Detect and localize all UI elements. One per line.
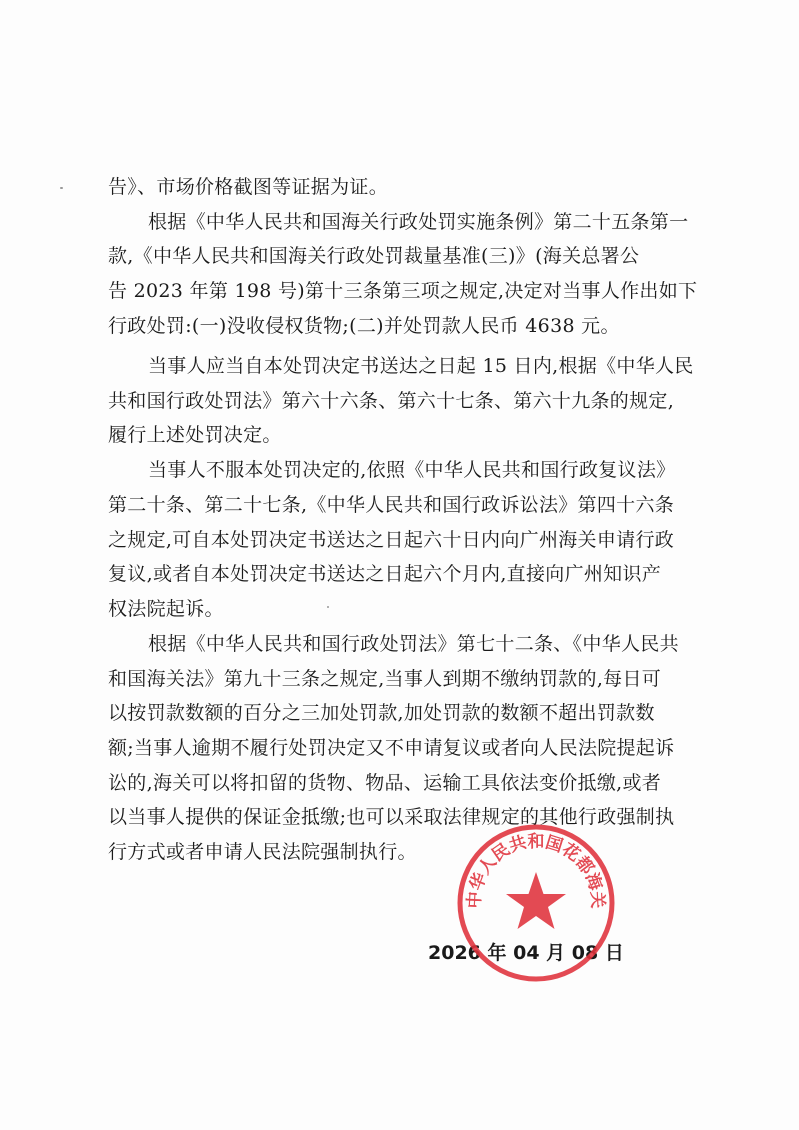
paragraph-line: 之规定,可自本处罚决定书送达之日起六十日内向广州海关申请行政 <box>108 529 675 551</box>
seal-star-icon <box>506 872 566 929</box>
paragraph-line: 以按罚款数额的百分之三加处罚款,加处罚款的数额不超出罚款数 <box>108 702 655 724</box>
paragraph-line: 根据《中华人民共和国行政处罚法》第七十二条、《中华人民共 <box>148 633 679 655</box>
paragraph-line: 告 2023 年第 198 号)第十三条第三项之规定,决定对当事人作出如下 <box>108 280 698 302</box>
paragraph-line: 行方式或者申请人民法院强制执行。 <box>108 841 417 863</box>
scan-speck <box>327 606 329 608</box>
paragraph-line: 第二十条、第二十七条,《中华人民共和国行政诉讼法》第四十六条 <box>108 494 675 516</box>
paragraph-line: 行政处罚:(一)没收侵权货物;(二)并处罚款人民币 4638 元。 <box>108 315 620 337</box>
paragraph-line: 额;当事人逾期不履行处罚决定又不申请复议或者向人民法院提起诉 <box>108 737 675 759</box>
document-date: 2026 年 04 月 08 日 <box>428 942 624 964</box>
paragraph-line: 款,《中华人民共和国海关行政处罚裁量基准(三)》(海关总署公 <box>108 245 640 267</box>
paragraph-line: 复议,或者自本处罚决定书送达之日起六个月内,直接向广州知识产 <box>108 563 662 585</box>
paragraph-line: 和国海关法》第九十三条之规定,当事人到期不缴纳罚款的,每日可 <box>108 668 662 690</box>
paragraph-line: 共和国行政处罚法》第六十六条、第六十七条、第六十九条的规定, <box>108 390 675 412</box>
paragraph-line: 告》、市场价格截图等证据为证。 <box>108 176 389 198</box>
scan-speck <box>60 187 63 189</box>
paragraph-line: 根据《中华人民共和国海关行政处罚实施条例》第二十五条第一 <box>148 211 689 233</box>
paragraph-line: 讼的,海关可以将扣留的货物、物品、运输工具依法变价抵缴,或者 <box>108 772 662 794</box>
official-seal-stamp <box>455 822 617 984</box>
paragraph-line: 以当事人提供的保证金抵缴;也可以采取法律规定的其他行政强制执 <box>108 806 675 828</box>
paragraph-line: 当事人不服本处罚决定的,依照《中华人民共和国行政复议法》 <box>148 459 676 481</box>
paragraph-line: 权法院起诉。 <box>108 598 224 620</box>
seal-text: 中华人民共和国花都海关 <box>464 831 608 909</box>
paragraph-line: 当事人应当自本处罚决定书送达之日起 15 日内,根据《中华人民 <box>148 355 694 377</box>
paragraph-line: 履行上述处罚决定。 <box>108 424 282 446</box>
